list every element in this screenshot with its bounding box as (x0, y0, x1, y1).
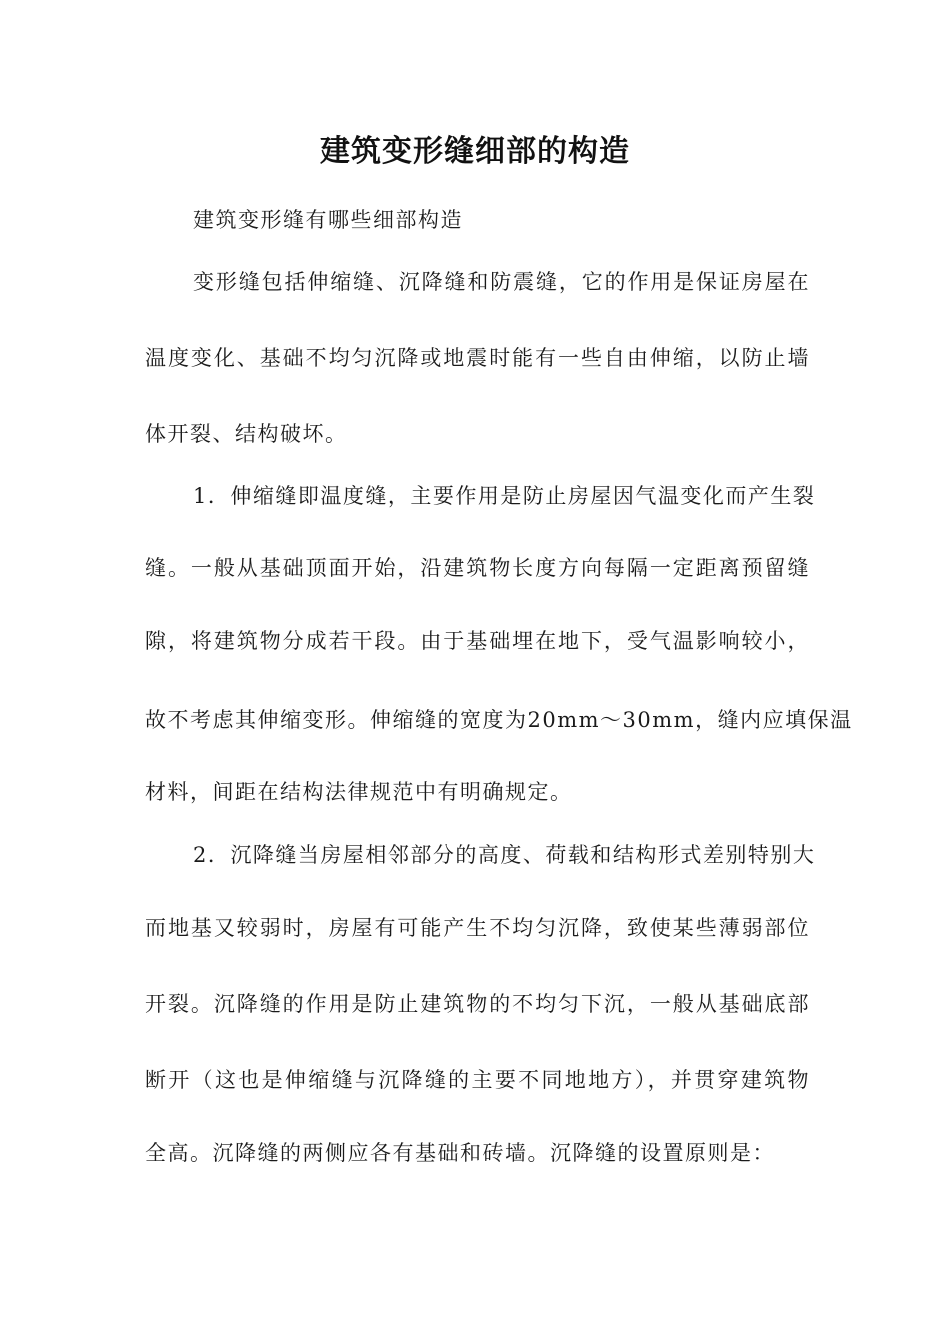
paragraph-line: 变形缝包括伸缩缝、沉降缝和防震缝，它的作用是保证房屋在 (193, 270, 810, 294)
document-subtitle: 建筑变形缝有哪些细部构造 (193, 208, 463, 232)
paragraph-line: 2．沉降缝当房屋相邻部分的高度、荷载和结构形式差别特别大 (193, 843, 816, 867)
paragraph-line: 隙，将建筑物分成若干段。由于基础埋在地下，受气温影响较小， (145, 629, 810, 653)
paragraph-line: 开裂。沉降缝的作用是防止建筑物的不均匀下沉，一般从基础底部 (145, 992, 810, 1016)
paragraph-line: 而地基又较弱时，房屋有可能产生不均匀沉降，致使某些薄弱部位 (145, 916, 810, 940)
paragraph-line: 缝。一般从基础顶面开始，沿建筑物长度方向每隔一定距离预留缝 (145, 556, 810, 580)
paragraph-line: 全高。沉降缝的两侧应各有基础和砖墙。沉降缝的设置原则是： (145, 1141, 775, 1165)
paragraph-line: 温度变化、基础不均匀沉降或地震时能有一些自由伸缩，以防止墙 (145, 346, 810, 370)
paragraph-line: 断开（这也是伸缩缝与沉降缝的主要不同地地方），并贯穿建筑物 (145, 1068, 810, 1092)
paragraph-line: 材料，间距在结构法律规范中有明确规定。 (145, 780, 573, 804)
paragraph-line: 故不考虑其伸缩变形。伸缩缝的宽度为20mm～30mm，缝内应填保温 (145, 708, 853, 732)
document-title: 建筑变形缝细部的构造 (320, 134, 630, 169)
paragraph-line: 体开裂、结构破坏。 (145, 422, 348, 446)
paragraph-line: 1．伸缩缝即温度缝，主要作用是防止房屋因气温变化而产生裂 (193, 484, 816, 508)
